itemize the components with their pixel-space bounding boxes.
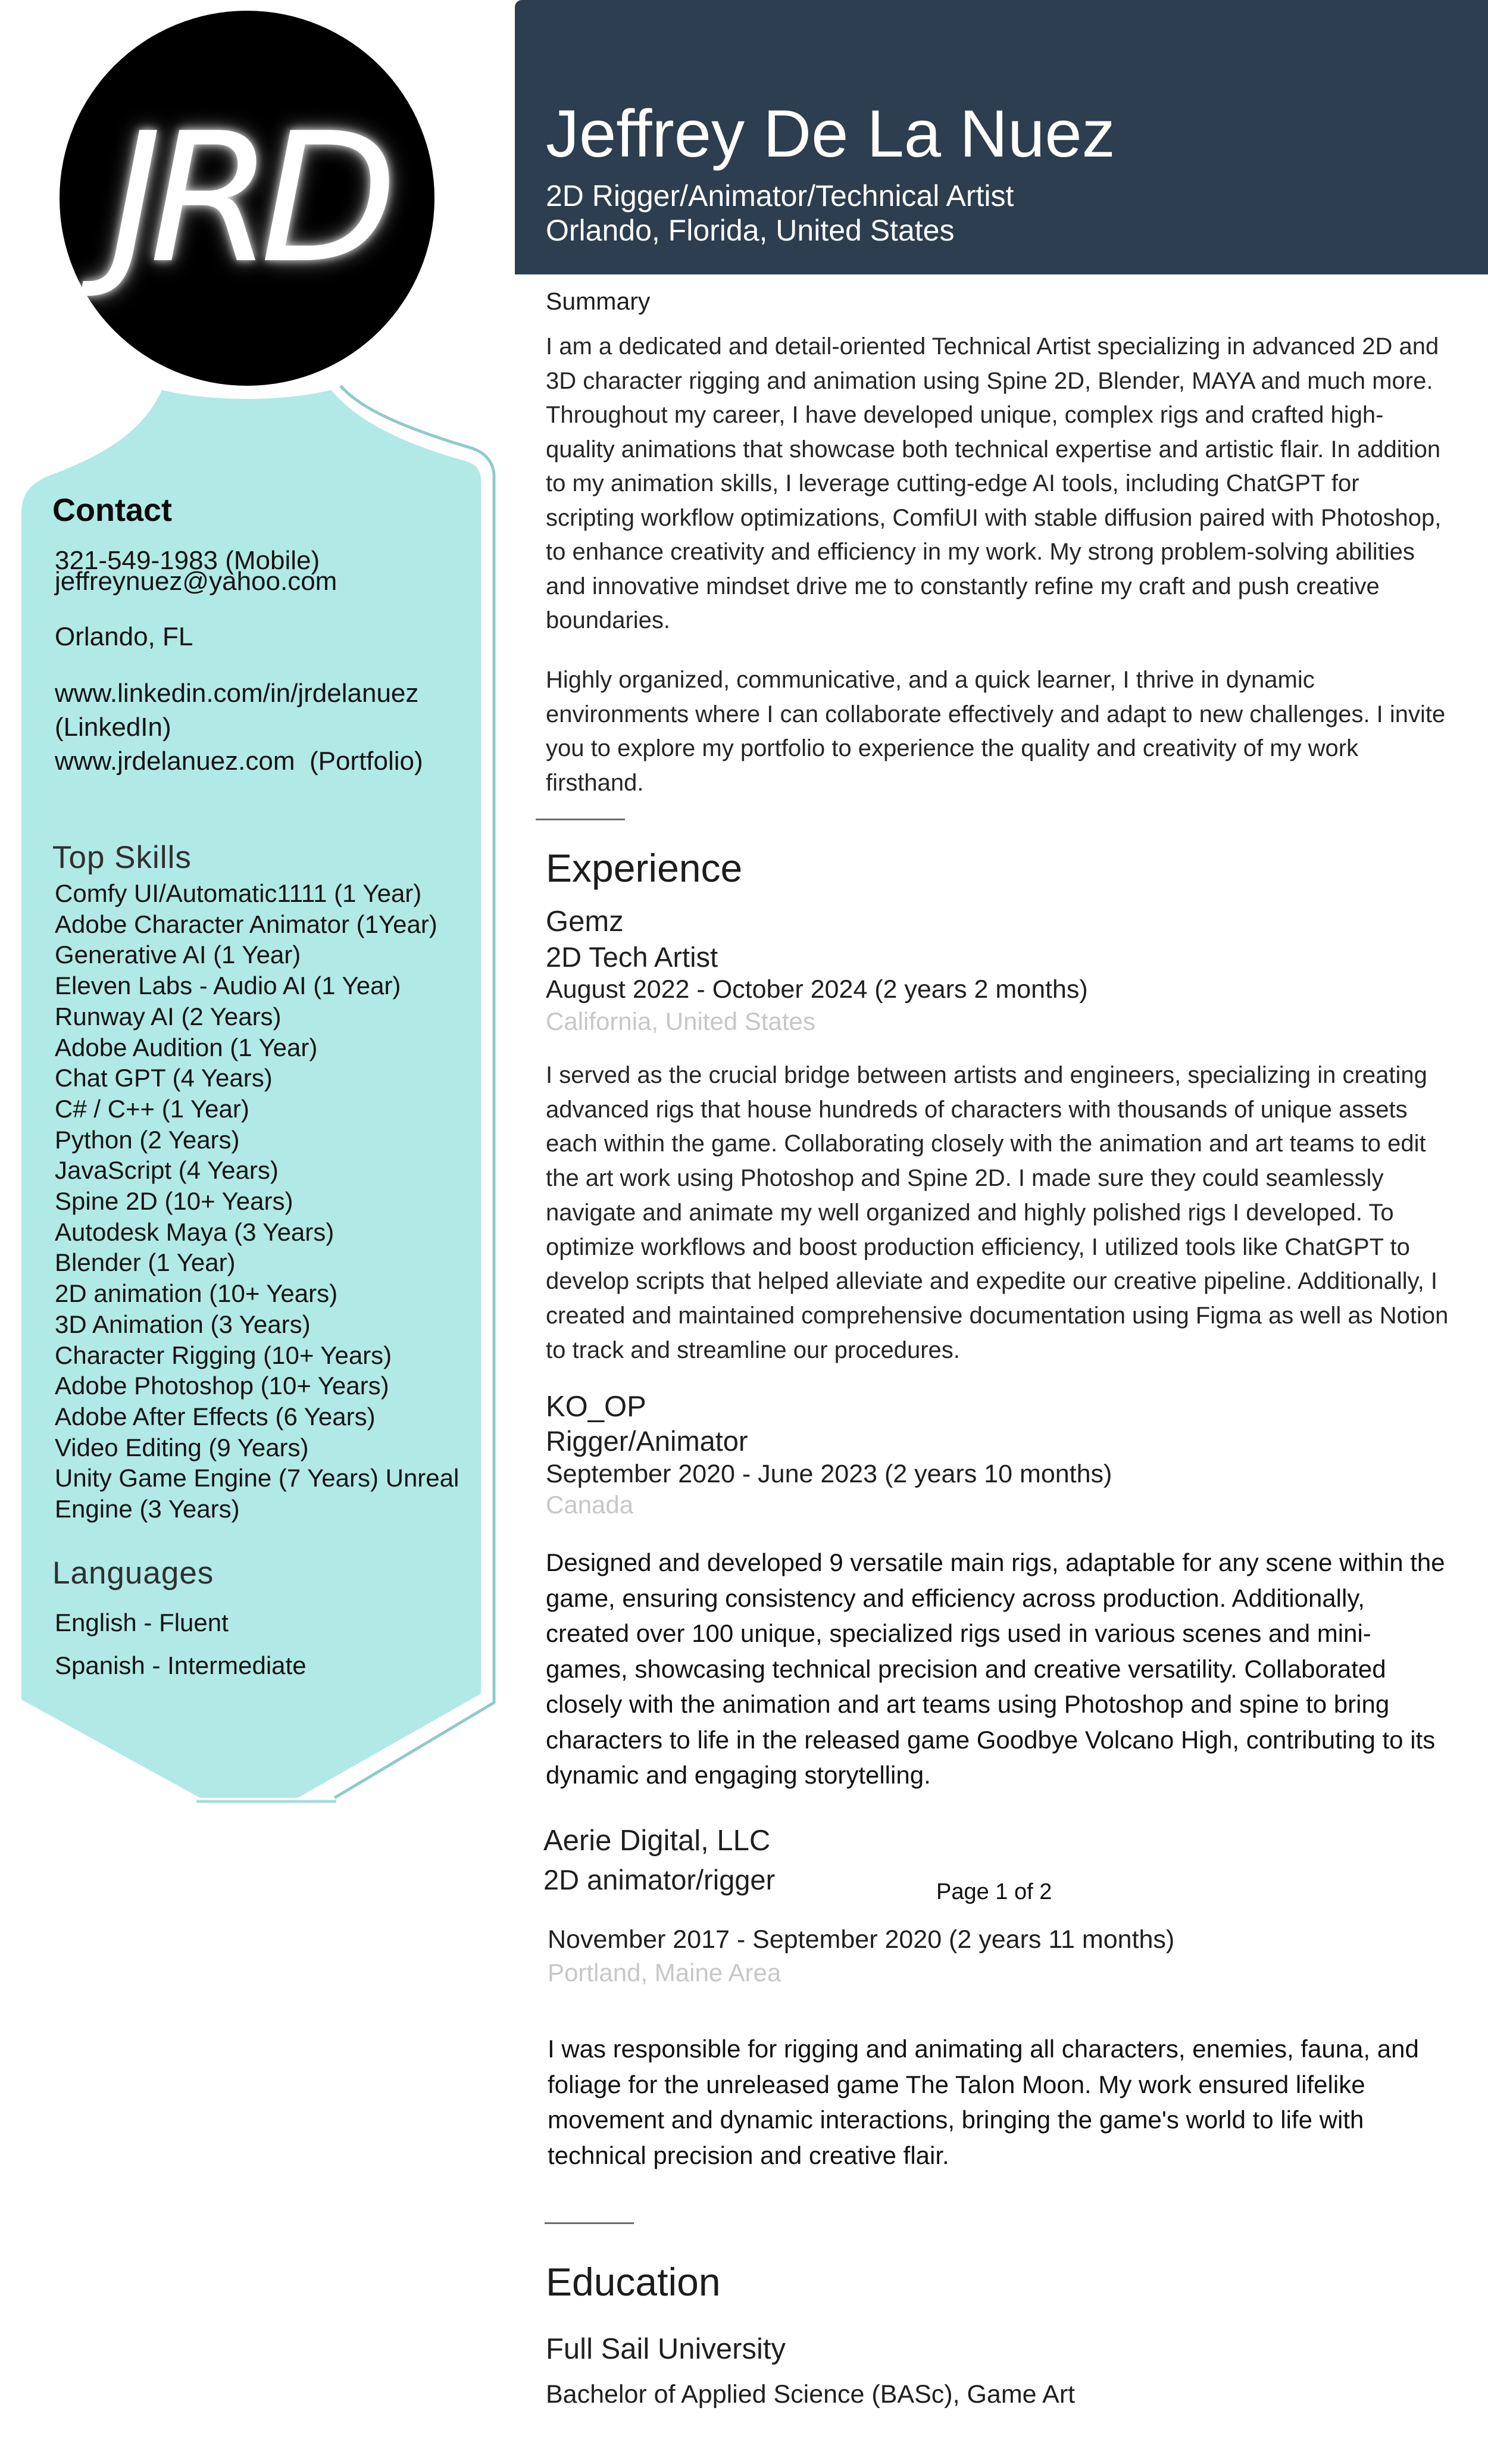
contact-linkedin-label: (LinkedIn) [55, 713, 171, 742]
header-location: Orlando, Florida, United States [546, 214, 955, 247]
job-dates: September 2020 - June 2023 (2 years 10 months) [546, 1460, 1112, 1488]
job-role: Rigger/Animator [546, 1425, 748, 1457]
contact-city: Orlando, FL [55, 622, 193, 651]
logo-initials: JRD [110, 94, 384, 302]
job-role: 2D animator/rigger [543, 1864, 776, 1895]
skill-item: 3D Animation (3 Years) [55, 1310, 311, 1338]
languages-list [55, 1601, 307, 1687]
languages-heading: Languages [52, 1556, 214, 1591]
skill-item: Adobe After Effects (6 Years) [55, 1402, 376, 1431]
skill-item: 2D animation (10+ Years) [55, 1279, 338, 1308]
job-company: Gemz [546, 905, 624, 938]
contact-portfolio-link[interactable]: www.jrdelanuez.com (Portfolio) [55, 747, 423, 776]
skill-item: Blender (1 Year) [55, 1248, 236, 1277]
job-company: KO_OP [546, 1391, 646, 1423]
contact-heading: Contact [52, 492, 172, 528]
skill-item: Runway AI (2 Years) [55, 1002, 282, 1030]
contact-email[interactable]: jeffreynuez@yahoo.com [55, 567, 337, 596]
jrd-logo [60, 11, 434, 386]
skill-item: Generative AI (1 Year) [55, 941, 301, 969]
education-degree: Bachelor of Applied Science (BASc), Game Art [546, 2380, 1076, 2409]
job-location: Portland, Maine Area [548, 1959, 781, 1987]
language-item: English - Fluent [55, 1609, 229, 1637]
skill-item: Spine 2D (10+ Years) [55, 1187, 293, 1216]
skill-item: Video Editing (9 Years) [55, 1433, 309, 1461]
education-school: Full Sail University [546, 2333, 786, 2365]
skill-item: Comfy UI/Automatic1111 (1 Year) [55, 879, 422, 907]
skills-list [55, 878, 459, 1525]
skill-item: Adobe Audition (1 Year) [55, 1033, 318, 1061]
divider [545, 2222, 634, 2224]
job-description: I was responsible for rigging and animating all characters, enemies, fauna, and foliage for the unreleased game The Talon Moon. My work ensured lifelike movement and dynamic interactions, bringing the game's world to life with technical precision and creative flair. [548, 2035, 1419, 2169]
job-location: California, United States [546, 1007, 815, 1035]
skill-item: Autodesk Maya (3 Years) [55, 1217, 335, 1246]
skill-item: C# / C++ (1 Year) [55, 1094, 249, 1123]
summary-paragraph-1: I am a dedicated and detail-oriented Technical Artist specializing in advanced 2D and 3D character rigging and animation using Spine 2D, Blender, MAYA and much more. Throughout my career, I have developed unique, complex rigs and crafted high-quality animations that showcase both technical expertise and artistic flair. In addition to my animation skills, I leverage cutting-edge AI tools, including ChatGPT for scripting workflow optimizations, ComfiUI with stable diffusion paired with Photoshop, to enhance creativity and efficiency in my work. My strong problem-solving abilities and innovative mindset drive me to constantly refine my craft and push creative boundaries. [546, 333, 1442, 633]
contact-linkedin-link[interactable]: www.linkedin.com/in/jrdelanuez [55, 679, 419, 708]
job-role: 2D Tech Artist [546, 941, 718, 973]
divider [536, 819, 625, 820]
skill-item: Eleven Labs - Audio AI (1 Year) [55, 972, 401, 1000]
top-skills-heading: Top Skills [52, 840, 192, 875]
header-subtitle [546, 179, 1014, 248]
experience-heading: Experience [546, 846, 743, 890]
page-number: Page 1 of 2 [936, 1879, 1052, 1904]
job-dates: November 2017 - September 2020 (2 years 11 months) [548, 1925, 1175, 1954]
job-dates: August 2022 - October 2024 (2 years 2 months) [546, 975, 1088, 1004]
skill-item: JavaScript (4 Years) [55, 1156, 279, 1185]
skill-item: Python (2 Years) [55, 1125, 240, 1154]
skill-item: Unity Game Engine (7 Years) Unreal [55, 1464, 459, 1492]
skill-item: Character Rigging (10+ Years) [55, 1341, 392, 1369]
skill-item: Adobe Photoshop (10+ Years) [55, 1372, 389, 1400]
person-name: Jeffrey De La Nuez [546, 96, 1115, 171]
skill-item: Adobe Character Animator (1Year) [55, 910, 437, 938]
skill-item: Chat GPT (4 Years) [55, 1064, 273, 1092]
summary-paragraph-2: Highly organized, communicative, and a quick learner, I thrive in dynamic environments where I can collaborate effectively and adapt to new challenges. I invite you to explore my portfolio to experience the quality and creativity of my work firsthand. [546, 667, 1446, 796]
education-heading: Education [546, 2260, 721, 2304]
job-location: Canada [546, 1491, 634, 1519]
skill-item: Engine (3 Years) [55, 1495, 240, 1523]
job-description: Designed and developed 9 versatile main rigs, adaptable for any scene within the game, ensuring consistency and efficiency across production. Additionally, created over 100 unique, specialized rigs used in various scenes and mini-games, showcasing technical precision and creative versatility. Collaborated closely with the animation and art teams using Photoshop and spine to bring characters to life in the released game Goodbye Volcano High, contributing to its dynamic and engaging storytelling. [546, 1548, 1445, 1789]
contact-phone: 321-549-1983 (Mobile) [55, 546, 320, 575]
job-description: I served as the crucial bridge between artists and engineers, specializing in creating advanced rigs that house hundreds of characters with thousands of unique assets each within the game. Collaborating closely with the animation and art teams to edit the art work using Photoshop and Spine 2D. I made sure they could seamlessly navigate and animate my well organized and highly polished rigs I developed. To optimize workflows and boost production efficiency, I utilized tools like ChatGPT to develop scripts that helped alleviate and expedite our creative pipeline. Additionally, I created and maintained comprehensive documentation using Figma as well as Notion to track and streamline our procedures. [546, 1062, 1449, 1363]
language-item: Spanish - Intermediate [55, 1651, 307, 1679]
job-company: Aerie Digital, LLC [543, 1825, 771, 1857]
summary-heading: Summary [546, 288, 651, 315]
job-title: 2D Rigger/Animator/Technical Artist [546, 179, 1014, 213]
